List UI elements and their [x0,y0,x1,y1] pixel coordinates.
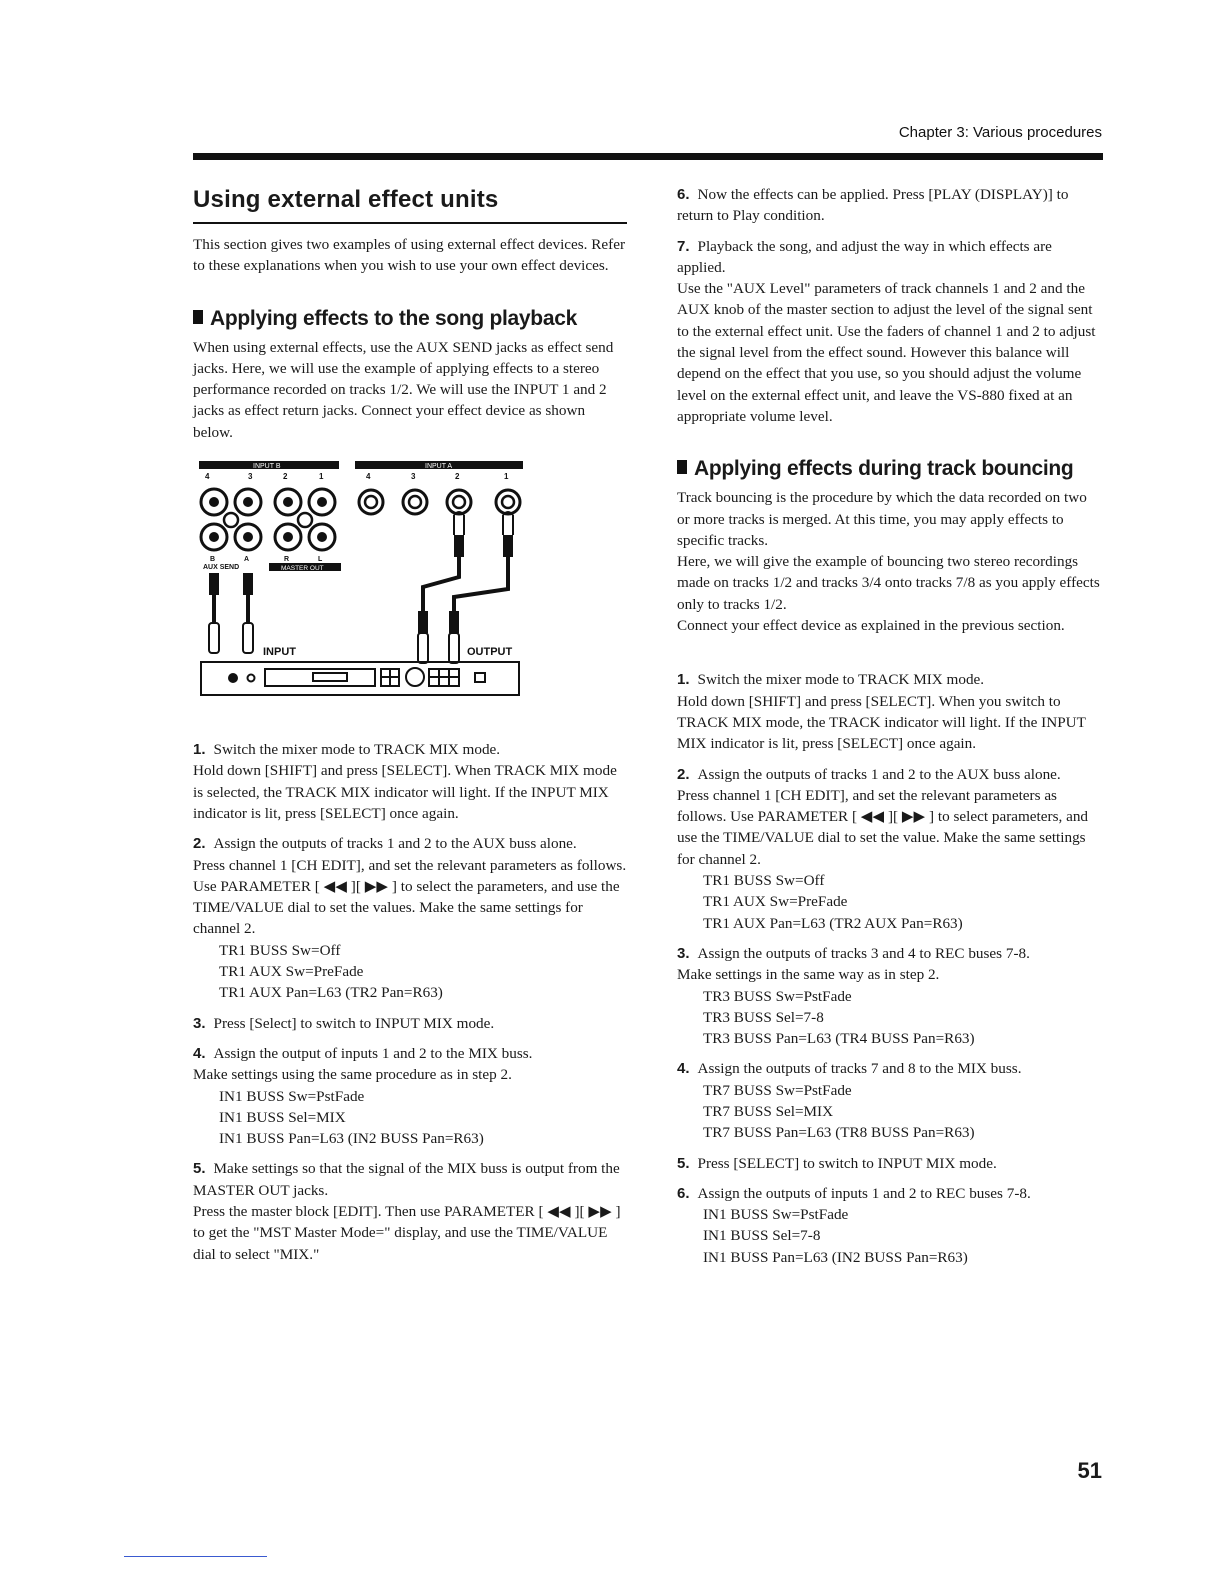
aux-b-letter: B [210,556,216,564]
input-a-num-1: 1 [504,472,509,482]
input-b-num-4: 4 [205,472,210,482]
right-bounce-step-2: 2. Assign the outputs of tracks 1 and 2 to the AUX buss alone. Press channel 1 [CH EDIT], and set the relevant parameters as follows. Use PARAMETER [ ◀◀ ][ ▶▶ ] to select parameters, and use the TIME/VALUE dial to set the value. Make the same settings for channel 2. TR1 BUSS Sw=Off TR1 AUX Sw=PreFade TR1 AUX Pan=L63 (TR2 AUX Pan=R63) [677,765,1089,932]
running-head: Chapter 3: Various procedures [898,124,1102,141]
header-rule [193,153,1103,160]
page-number: 51 [1077,1458,1102,1483]
left-column [193,186,627,1265]
aux-send-label: AUX SEND [203,564,240,572]
input-b-label: INPUT B [253,463,281,471]
right-bounce-step-4: 4. Assign the outputs of tracks 7 and 8 to the MIX buss. TR7 BUSS Sw=PstFade TR7 BUSS Sel=MIX TR7 BUSS Pan=L63 (TR8 BUSS Pan=R63) [677,1060,1022,1142]
intro-paragraph: This section gives two examples of using external effect devices. Refer to these explanations when you wish to use your own effect devices. [193,236,625,275]
aux-a-letter: A [244,556,250,564]
master-out-label: MASTER OUT [281,565,324,573]
left-steps [193,739,627,1265]
right-step-6: 6. Now the effects can be applied. Press [PLAY (DISPLAY)] to return to Play condition. [677,186,1069,225]
square-bullet-icon [677,460,687,474]
input-label: INPUT [263,646,296,659]
bouncing-body-2: Here, we will give the example of bouncing two stereo recordings made on tracks 1/2 and tracks 3/4 onto tracks 7/8 as you apply effects only to tracks 1/2. [677,553,1100,613]
right-bounce-step-1: 1. Switch the mixer mode to TRACK MIX mode. Hold down [SHIFT] and press [SELECT]. When you switch to TRACK MIX mode, the TRACK indicator will light. If the INPUT MIX indicator is lit, press [SELECT] once again. [677,671,1086,753]
right-column [677,184,1102,1268]
input-b-num-1: 1 [319,472,324,482]
right-bounce-step-5: 5. Press [SELECT] to switch to INPUT MIX mode. [677,1154,997,1172]
square-bullet-icon [193,310,203,324]
right-steps [677,669,1102,1268]
input-b-num-3: 3 [248,472,253,482]
page-title: Using external effect units [193,186,627,224]
left-step-4: 4. Assign the output of inputs 1 and 2 to the MIX buss. Make settings using the same procedure as in step 2. IN1 BUSS Sw=PstFade IN1 BUSS Sel=MIX IN1 BUSS Pan=L63 (IN2 BUSS Pan=R63) [193,1044,533,1148]
output-label: OUTPUT [467,646,513,659]
left-step-5: 5. Make settings so that the signal of the MIX buss is output from the MASTER OUT jacks. Press the master block [EDIT]. Then use PARAMETER [ ◀◀ ][ ▶▶ ] to get the "MST Master Mode=" display, and use the TIME/VALUE dial to select "MIX." [193,1160,621,1263]
left-step-1: 1. Switch the mixer mode to TRACK MIX mode. Hold down [SHIFT] and press [SELECT]. When TRACK MIX mode is selected, the TRACK MIX indicator will light. If the INPUT MIX indicator is lit, press [SELECT] once again. [193,741,617,822]
left-step-3: 3. Press [Select] to switch to INPUT MIX mode. [193,1014,495,1032]
section-heading-bouncing: Applying effects during track bouncing [677,457,1102,481]
right-bounce-step-6: 6. Assign the outputs of inputs 1 and 2 to REC buses 7-8. IN1 BUSS Sw=PstFade IN1 BUSS Sel=7-8 IN1 BUSS Pan=L63 (IN2 BUSS Pan=R63) [677,1184,1031,1266]
section-heading-playback: Applying effects to the song playback [193,307,627,331]
connection-diagram [193,459,523,701]
input-a-label: INPUT A [425,463,453,471]
left-step-2: 2. Assign the outputs of tracks 1 and 2 to the AUX buss alone. Press channel 1 [CH EDIT], and set the relevant parameters as follows. Use PARAMETER [ ◀◀ ][ ▶▶ ] to select the parameters, and use the TIME/VALUE dial to set the values. Make the same settings for channel 2. TR1 BUSS Sw=Off TR1 AUX Sw=PreFade TR1 AUX Pan=L63 (TR2 Pan=R63) [193,835,627,1002]
right-step-7: 7. Playback the song, and adjust the way in which effects are applied. Use the "AUX Level" parameters of track channels 1 and 2 and the AUX knob of the master section to adjust the level of the signal sent to the external effect unit. Use the faders of channel 1 and 2 to adjust the signal level from the effect sound. However this balance will depend on the effect that you use, so you should adjust the volume level on the external effect unit, and leave the VS-880 fixed at an appropriate volume level. [677,237,1096,425]
input-a-num-2: 2 [455,472,460,482]
input-a-num-3: 3 [411,472,416,482]
footer-rule [124,1556,267,1557]
bouncing-body-1: Track bouncing is the procedure by which the data recorded on two or more tracks is merged. At this time, you may apply effects to specific tracks. [677,489,1087,549]
input-a-num-4: 4 [366,472,371,482]
bouncing-body-3: Connect your effect device as explained in the previous section. [677,617,1065,635]
master-l-letter: L [318,556,323,564]
master-r-letter: R [284,556,290,564]
section-body-playback: When using external effects, use the AUX SEND jacks as effect send jacks. Here, we will use the example of applying effects to a stereo performance recorded on tracks 1/2. We will use the INPUT 1 and 2 jacks as effect return jacks. Connect your effect device as shown below. [193,338,614,441]
right-bounce-step-3: 3. Assign the outputs of tracks 3 and 4 to REC buses 7-8. Make settings in the same way as in step 2. TR3 BUSS Sw=PstFade TR3 BUSS Sel=7-8 TR3 BUSS Pan=L63 (TR4 BUSS Pan=R63) [677,944,1030,1048]
input-b-num-2: 2 [283,472,288,482]
